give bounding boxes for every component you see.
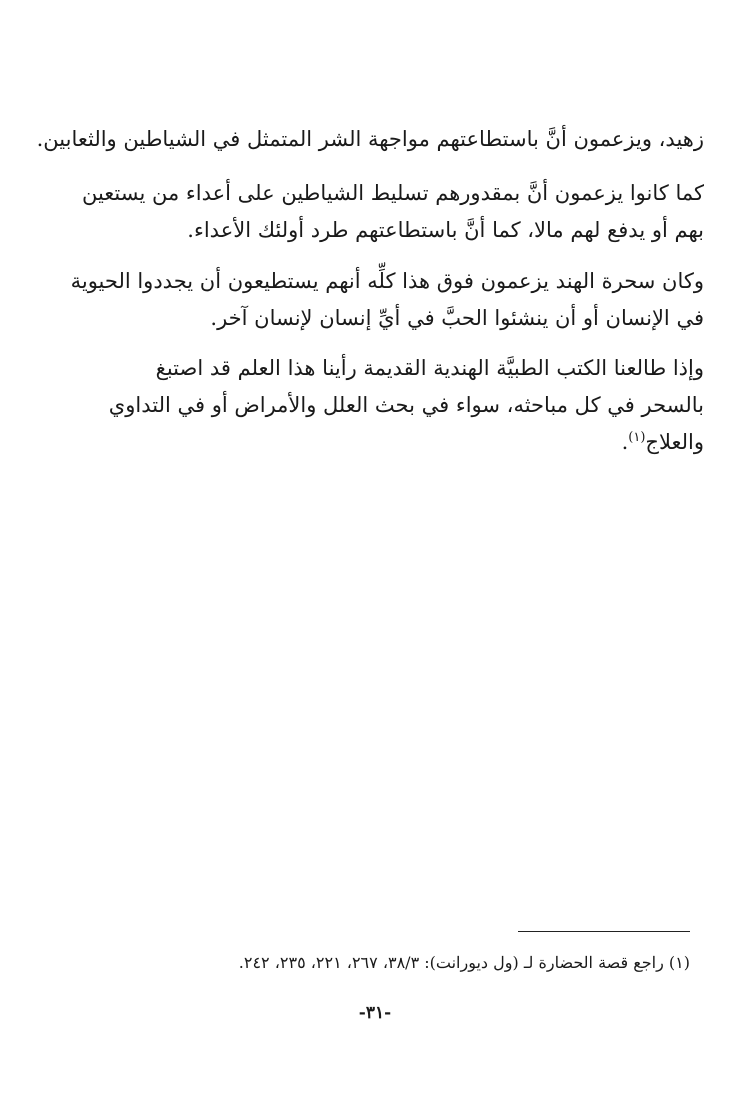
text-line: بالسحر في كل مباحثه، سواء في بحث العلل والأمراض أو في التداوي	[108, 393, 704, 417]
text-line: في الإنسان أو أن ينشئوا الحبَّ في أيِّ إنسان لإنسان آخر.	[210, 306, 704, 330]
text-line: كما كانوا يزعمون أنَّ بمقدورهم تسليط الشياطين على أعداء من يستعين	[81, 181, 704, 205]
paragraph-4	[92, 350, 704, 461]
footnote-divider	[518, 931, 690, 932]
paragraph-2	[81, 175, 704, 249]
footnote: (١) راجع قصة الحضارة لـ (ول ديورانت): ٣٨/٣، ٢٦٧، ٢٢١، ٢٣٥، ٢٤٢.	[238, 953, 690, 972]
paragraph-1	[36, 121, 704, 158]
page-number: -٣١-	[358, 1003, 392, 1023]
text-line: وإذا طالعنا الكتب الطبيَّة الهندية القديمة رأينا هذا العلم قد اصتبغ	[155, 356, 704, 380]
text-line: وكان سحرة الهند يزعمون فوق هذا كلِّه أنهم يستطيعون أن يجددوا الحيوية	[70, 269, 704, 293]
text-line: زهيد، ويزعمون أنَّ باستطاعتهم مواجهة الشر المتمثل في الشياطين والثعابين.	[36, 127, 704, 151]
paragraph-3	[70, 263, 704, 337]
sentence-end: .	[621, 430, 629, 454]
text-line: والعلاج	[645, 430, 704, 454]
text-line: بهم أو يدفع لهم مالا، كما أنَّ باستطاعتهم طرد أولئك الأعداء.	[187, 218, 704, 242]
text-line-with-footnote	[92, 424, 704, 461]
footnote-marker: (١)	[628, 430, 646, 445]
